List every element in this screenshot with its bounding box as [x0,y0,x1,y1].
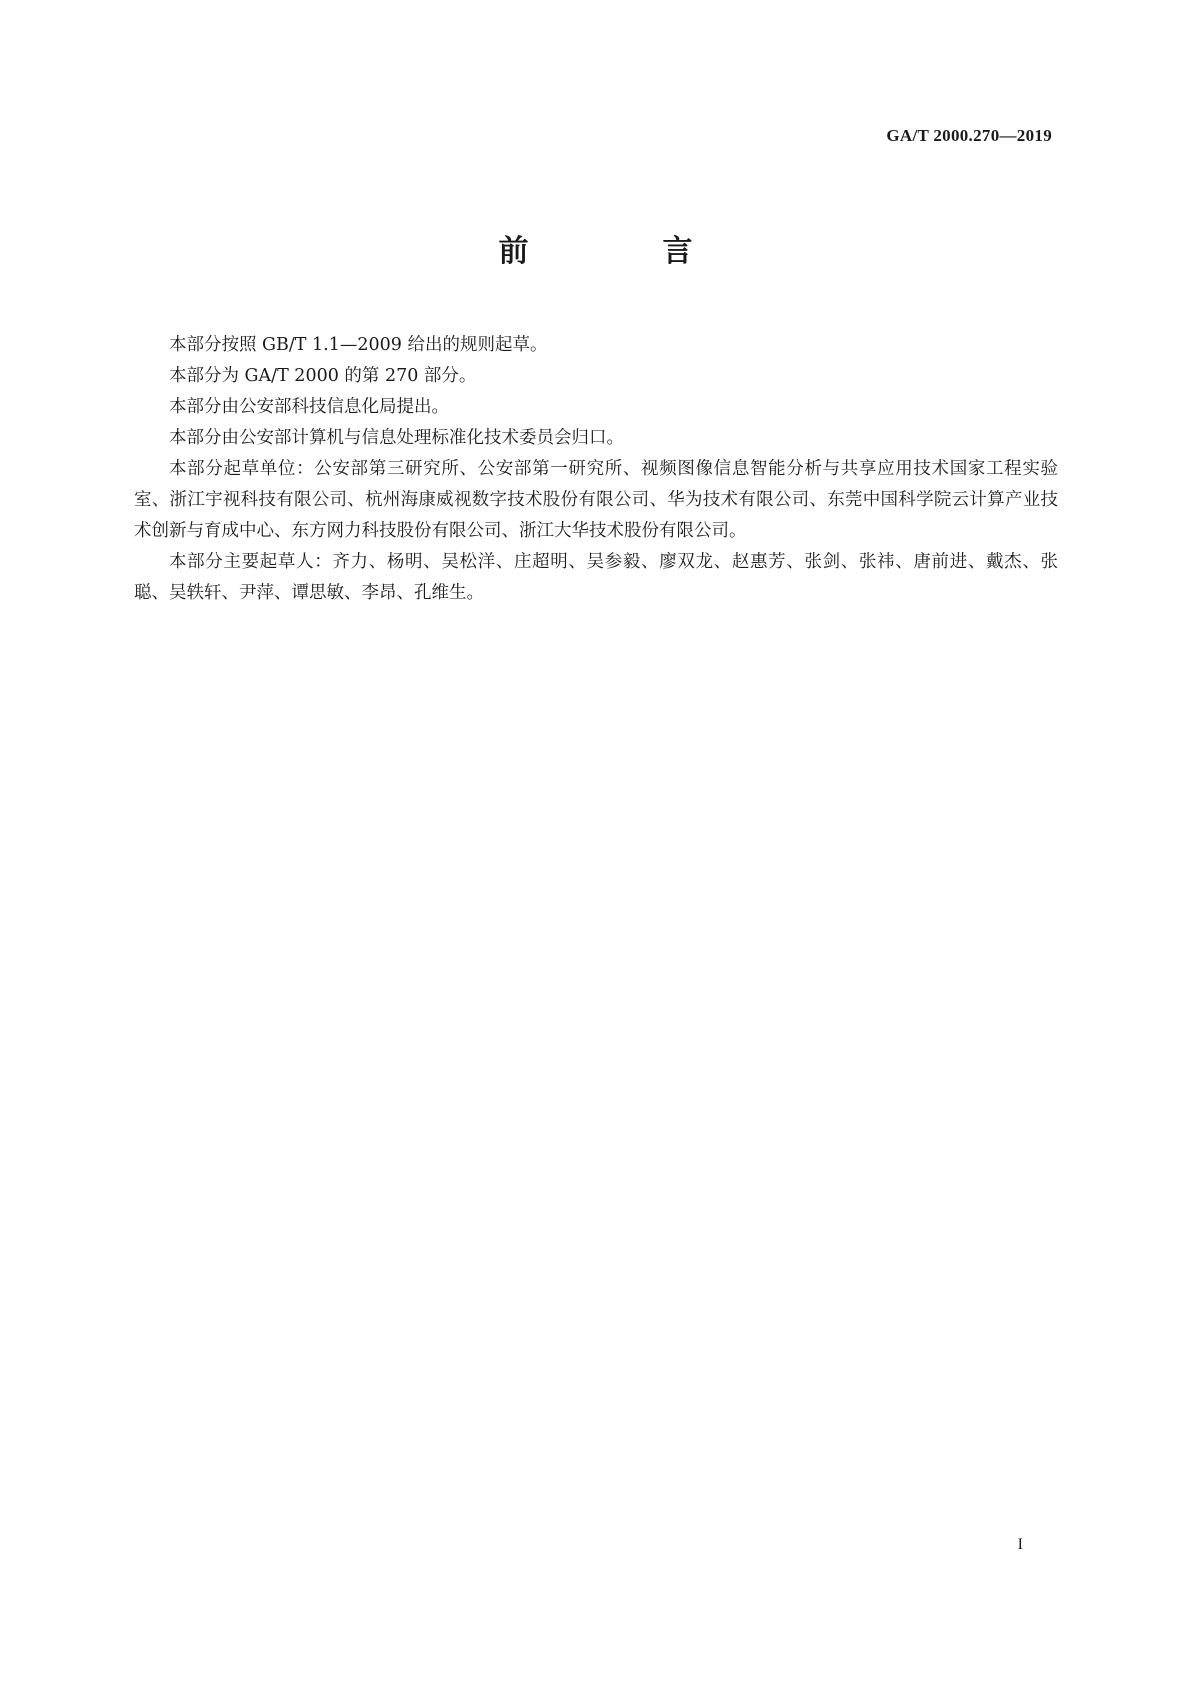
paragraph-drafters: 本部分主要起草人：齐力、杨明、吴松洋、庄超明、吴参毅、廖双龙、赵惠芳、张剑、张祎、唐前进、戴杰、张聪、吴轶轩、尹萍、谭思敏、李昂、孔维生。 [134,552,1058,603]
paragraph-committee: 本部分由公安部计算机与信息处理标准化技术委员会归口。 [169,428,624,448]
foreword-body [134,330,1058,609]
page-number: I [1017,1536,1023,1553]
paragraph-drafting-units: 本部分起草单位：公安部第三研究所、公安部第一研究所、视频图像信息智能分析与共享应用技术国家工程实验室、浙江宇视科技有限公司、杭州海康威视数字技术股份有限公司、华为技术有限公司、东莞中国科学院云计算产业技术创新与育成中心、东方网力科技股份有限公司、浙江大华技术股份有限公司。 [134,459,1058,541]
paragraph-proposer: 本部分由公安部科技信息化局提出。 [169,397,449,417]
paragraph-drafting-rules: 本部分按照 GB/T 1.1—2009 给出的规则起草。 [169,335,548,355]
paragraph-part-number: 本部分为 GA/T 2000 的第 270 部分。 [169,366,477,386]
page-title: 前 言 [498,234,745,269]
document-code: GA/T 2000.270—2019 [886,126,1052,145]
